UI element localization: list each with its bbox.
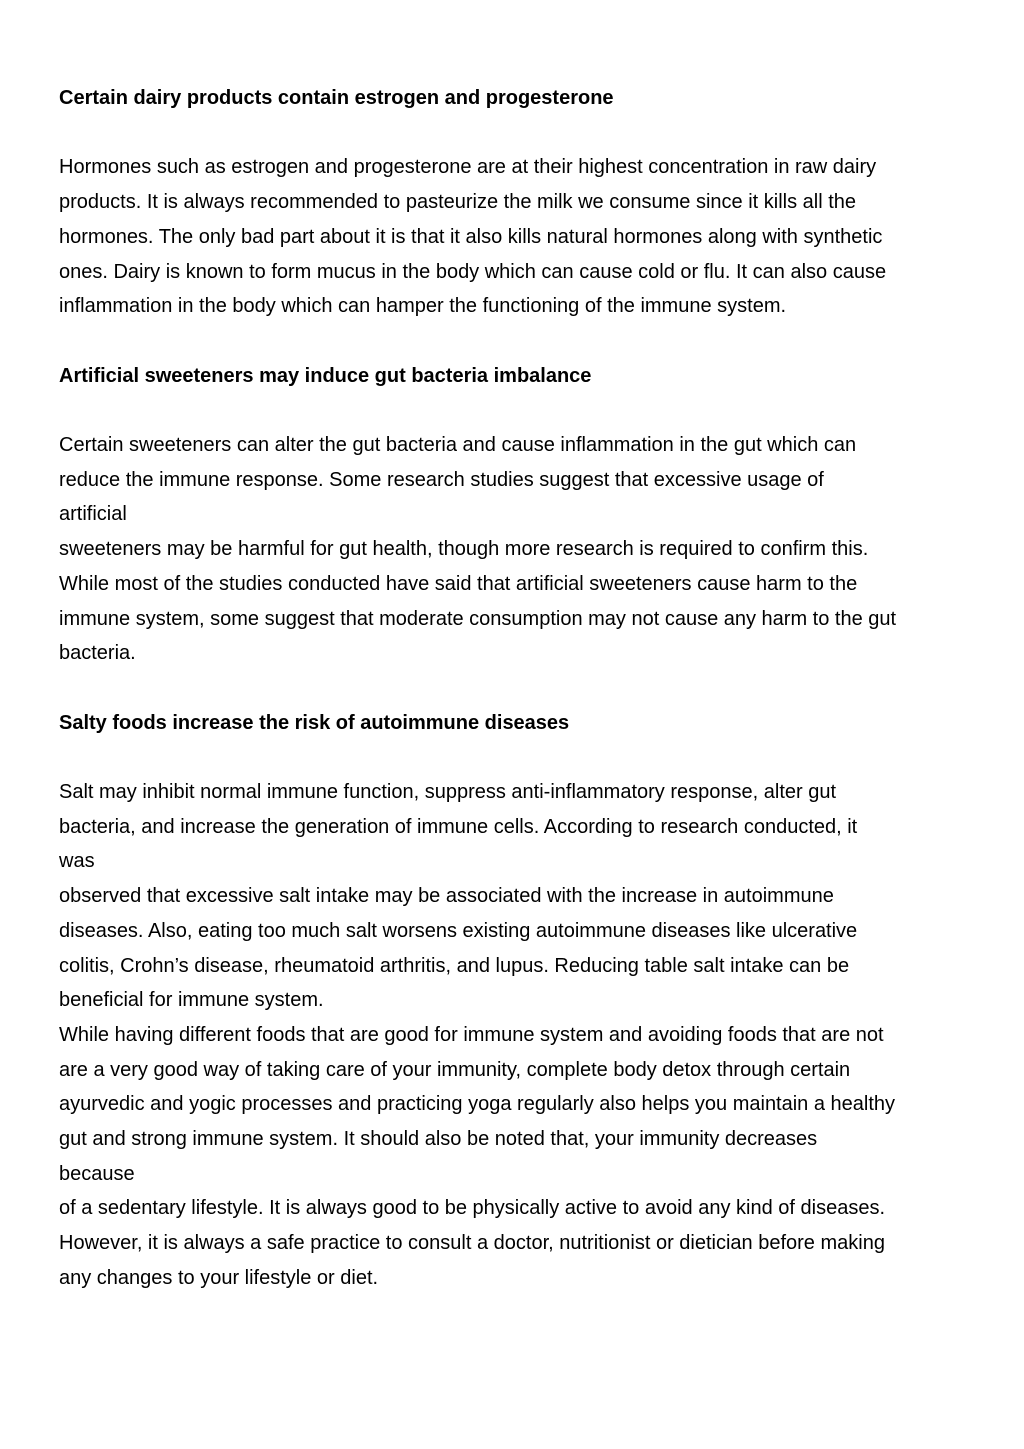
paragraph-gap — [59, 324, 979, 359]
body-line: artificial — [59, 503, 127, 526]
body-line: products. It is always recommended to pasteurize the milk we consume since it kills all the — [59, 191, 857, 214]
body-line: While having different foods that are good for immune system and avoiding foods that are not — [59, 1023, 884, 1046]
body-line: Salt may inhibit normal immune function, suppress anti-inflammatory response, alter gut — [59, 780, 837, 803]
section-heading: Artificial sweeteners may induce gut bacteria imbalance — [59, 364, 592, 387]
body-line: observed that excessive salt intake may be associated with the increase in autoimmune — [59, 885, 834, 908]
body-line: because — [59, 1162, 135, 1185]
body-line: hormones. The only bad part about it is that it also kills natural hormones along with synthetic — [59, 225, 883, 248]
body-line: inflammation in the body which can hamper the functioning of the immune system. — [59, 295, 787, 318]
body-line: ayurvedic and yogic processes and practicing yoga regularly also helps you maintain a healthy — [59, 1093, 896, 1116]
body-line: However, it is always a safe practice to consult a doctor, nutritionist or dietician before making — [59, 1232, 885, 1255]
body-line: While most of the studies conducted have said that artificial sweeteners cause harm to the — [59, 572, 858, 595]
section-heading: Certain dairy products contain estrogen and progesterone — [59, 87, 614, 109]
body-line: was — [59, 850, 95, 873]
body-line: are a very good way of taking care of your immunity, complete body detox through certain — [59, 1058, 851, 1081]
body-line: sweeteners may be harmful for gut health, though more research is required to confirm this. — [59, 538, 869, 561]
section-sweeteners — [59, 359, 979, 706]
paragraph-gap — [59, 740, 979, 775]
body-line: beneficial for immune system. — [59, 989, 324, 1012]
paragraph-gap — [59, 671, 979, 706]
body-line: gut and strong immune system. It should also be noted that, your immunity decreases — [59, 1128, 818, 1151]
body-line: bacteria. — [59, 642, 136, 665]
paragraph-gap — [59, 393, 979, 428]
document-page — [59, 81, 979, 1296]
body-line: diseases. Also, eating too much salt worsens existing autoimmune diseases like ulcerative — [59, 919, 858, 942]
section-dairy — [59, 81, 979, 359]
paragraph-gap — [59, 116, 979, 151]
section-salt — [59, 706, 979, 1296]
body-line: of a sedentary lifestyle. It is always good to be physically active to avoid any kind of diseases. — [59, 1197, 885, 1220]
body-line: bacteria, and increase the generation of immune cells. According to research conducted, it — [59, 815, 858, 838]
body-line: immune system, some suggest that moderate consumption may not cause any harm to the gut — [59, 607, 897, 630]
body-line: any changes to your lifestyle or diet. — [59, 1266, 379, 1289]
body-line: Certain sweeteners can alter the gut bacteria and cause inflammation in the gut which can — [59, 433, 857, 456]
body-line: Hormones such as estrogen and progesterone are at their highest concentration in raw dairy — [59, 156, 877, 179]
body-line: reduce the immune response. Some research studies suggest that excessive usage of — [59, 468, 824, 491]
body-line: ones. Dairy is known to form mucus in the body which can cause cold or flu. It can also cause — [59, 260, 887, 283]
section-heading: Salty foods increase the risk of autoimmune diseases — [59, 711, 570, 734]
body-line: colitis, Crohn’s disease, rheumatoid arthritis, and lupus. Reducing table salt intake can be — [59, 954, 850, 977]
